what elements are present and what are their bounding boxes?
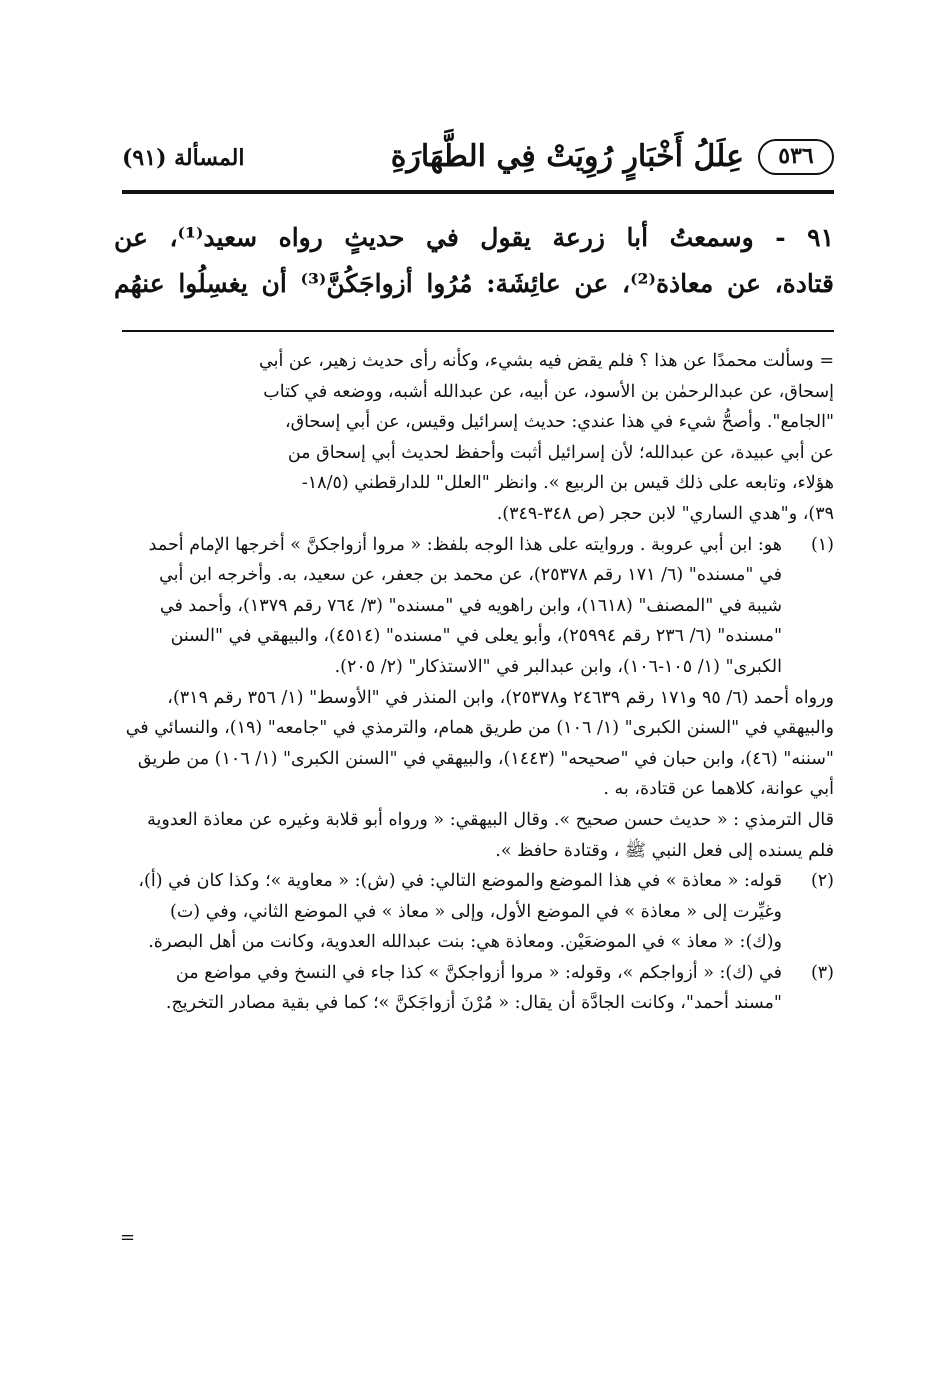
footnote-line: سعيد، به. وأخرجه ابن أبي شيبة في "المصنف" (١٦١٨)، وابن راهويه في — [159, 565, 782, 616]
footnote-separator — [122, 330, 834, 332]
footnote-line: كان في (أ)، وغيِّرت إلى « معاذة » في الموضع الأول، وإلى « معاذ » في الموضع — [138, 871, 782, 922]
footnote-line: قوله: « معاذة » في هذا الموضع والموضع التالي: في (ش): « معاوية »؛ وكذا — [228, 871, 782, 892]
main-text — [114, 215, 834, 307]
footnote-line: الثاني، وفي (ت) و(ك): « معاذ » في الموضعَيْن. ومعاذة هي: بنت عبدالله — [170, 901, 782, 953]
main-text-line: قتادة، عن معاذة⁽²⁾، عن عائِشَة: مُرُوا أزواجَكُنَّ⁽³⁾ أن يغسِلُوا عنهُم — [114, 269, 834, 298]
footnote-line: العدوية، وكانت من أهل البصرة. — [148, 932, 376, 953]
footnote-line: = وسألت محمدًا عن هذا ؟ فلم يقض فيه بشيء، وكأنه رأى حديث زهير، عن أبي — [259, 351, 834, 371]
footnote-paragraph — [124, 683, 834, 805]
footnote-continuation — [124, 346, 834, 530]
footnote-number: (٣) — [810, 962, 834, 983]
footnote-3 — [124, 958, 834, 1019]
footnote-line: معاذة العدوية فلم يسنده إلى فعل النبي ﷺ ، وقتادة حافظ ». — [147, 809, 834, 861]
footnote-2 — [124, 866, 834, 958]
footnote-line: ٣٩)، و"هدي الساري" لابن حجر (ص ٣٤٨-٣٤٩). — [496, 503, 834, 524]
footnote-line: "صحيحه" (١٤٤٣)، والبيهقي في "السنن الكبرى" (١/ ١٠٦) من طريق أبي — [137, 748, 834, 800]
footnote-1 — [124, 530, 834, 867]
footnote-number: (٢) — [810, 871, 834, 892]
footnote-paragraph — [124, 958, 782, 1019]
page-number: ٥٣٦ — [758, 139, 834, 175]
book-title: عِلَلُ أَخْبَارٍ رُوِيَتْ فِي الطَّهَارَةِ — [390, 139, 744, 174]
footnotes — [124, 346, 834, 1019]
footnote-line: من "مسند أحمد"، وكانت الجادَّة أن يقال: « مُرْنَ أزواجَكنَّ »؛ كما في بقية — [175, 962, 782, 1014]
footnote-line: الإمام أحمد في "مسنده" (٦/ ١٧١ رقم ٢٥٣٧٨)، عن محمد بن جعفر، عن — [148, 534, 782, 586]
footnote-line: (١/ ٣٥٦ رقم ٣١٩)، والبيهقي في "السنن الكبرى" (١/ ١٠٦) من طريق همام، — [167, 687, 834, 739]
footnote-line: عوانة، كلاهما عن قتادة، به . — [603, 779, 805, 800]
footnote-line: ورواه أحمد (٦/ ٩٥ و١٧١ رقم ٢٤٦٣٩ و٢٥٣٧٨)، وابن المنذر في "الأوسط" — [309, 687, 834, 708]
running-header — [122, 133, 834, 185]
footnote-line: في (ك): « أزواجكم »، وقوله: « مروا أزواجكنَّ » كذا جاء في النسخ وفي مواضع — [204, 962, 782, 983]
footnote-paragraph — [124, 805, 834, 866]
footnote-paragraph — [124, 866, 782, 958]
footnote-line: إسحاق، عن عبدالرحمٰن بن الأسود، عن أبيه، عن عبدالله أشبه، ووضعه في كتاب — [263, 381, 834, 402]
header-rule — [122, 190, 834, 194]
footnote-line: والترمذي في "جامعه" (١٩)، والنسائي في "سننه" (٤٦)، وابن حبان في — [125, 718, 834, 769]
issue-label: المسألة (٩١) — [122, 145, 245, 171]
footnote-line: هو: ابن أبي عروبة . وروايته على هذا الوجه بلفظ: « مروا أزواجكنَّ » أخرجها — [235, 534, 782, 555]
main-text-line: ٩١ - وسمعتُ أبا زرعة يقول في حديثٍ رواه سعيد⁽¹⁾، عن — [114, 223, 834, 252]
footnote-line: هؤلاء، وتابعه على ذلك قيس بن الربيع ». وانظر "العلل" للدارقطني (١٨/٥- — [301, 473, 834, 494]
footnote-line: "مسنده" (٣/ ٧٦٤ رقم ١٣٧٩)، وأحمد في "مسنده" (٦/ ٢٣٦ رقم ٢٥٩٩٤)، — [159, 595, 782, 647]
footnote-number: (١) — [810, 534, 834, 555]
continuation-mark: = — [120, 1227, 136, 1248]
footnote-line: وأبو يعلى في "مسنده" (٤٥١٤)، والبيهقي في "السنن الكبرى" (١/ ١٠٥-١٠٦)، — [170, 626, 782, 677]
footnote-line: "الجامع". وأصحُّ شيء في هذا عندي: حديث إسرائيل وقيس، عن أبي إسحاق، — [284, 412, 834, 433]
footnote-line: وابن عبدالبر في "الاستذكار" (٢/ ٢٠٥). — [334, 656, 612, 677]
footnote-line: قال الترمذي : « حديث حسن صحيح ». وقال البيهقي: « ورواه أبو قلابة وغيره عن — [248, 809, 834, 830]
footnote-paragraph — [124, 530, 782, 683]
footnote-line: مصادر التخريج. — [165, 993, 276, 1014]
footnote-line: عن أبي عبيدة، عن عبدالله؛ لأن إسرائيل أثبت وأحفظ لحديث أبي إسحاق من — [287, 442, 834, 463]
